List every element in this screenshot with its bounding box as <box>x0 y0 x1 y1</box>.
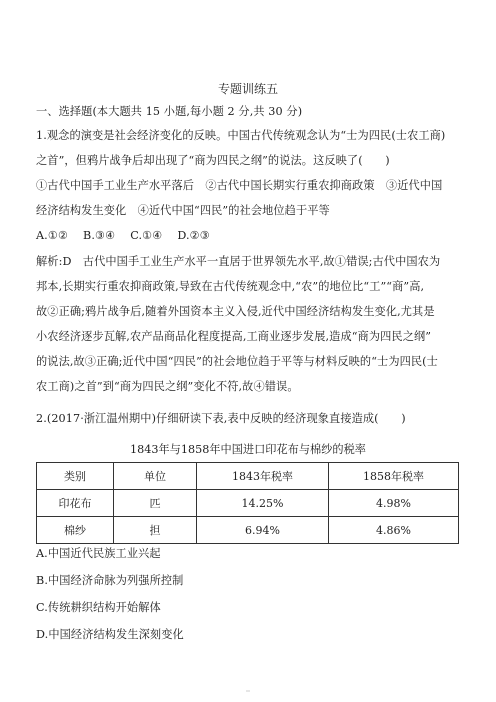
table-cell: 4.98% <box>329 490 459 517</box>
q1-analysis-line: 解析:D 古代中国手工业生产水平一直居于世界领先水平,故①错误;古代中国农为 <box>36 255 441 268</box>
table-cell: 印花布 <box>37 490 114 517</box>
q1-stem-line-2: 之首”，但鸦片战争后却出现了“商为四民之纲”的说法。这反映了( ) <box>36 154 390 167</box>
q2-option-d: D.中国经济结构发生深刻变化 <box>36 628 184 641</box>
header-cell-1858: 1858年税率 <box>329 463 459 490</box>
table-cell: 匹 <box>114 490 197 517</box>
header-cell-unit: 单位 <box>114 463 197 490</box>
q2-stem: 2.(2017·浙江温州期中)仔细研读下表,表中反映的经济现象直接造成( ) <box>36 412 406 425</box>
table-row <box>37 517 459 544</box>
page-title: 专题训练五 <box>217 82 278 96</box>
q1-analysis-line: 的说法,故③正确;近代中国“四民”的社会地位趋于平等与材料反映的“士为四民(士 <box>36 355 438 368</box>
header-cell-1843: 1843年税率 <box>197 463 329 490</box>
page-footer-mark <box>246 690 250 692</box>
table-cell: 14.25% <box>197 490 329 517</box>
q1-analysis-line: 故②正确;鸦片战争后,随着外国资本主义入侵,近代中国经济结构发生变化,尤其是 <box>36 305 435 318</box>
q1-analysis-line: 小农经济逐步瓦解,农产品商品化程度提高,工商业逐步发展,造成“商为四民之纲” <box>36 330 432 343</box>
header-cell-category: 类别 <box>37 463 114 490</box>
section-header: 一、选择题(本大题共 15 小题,每小题 2 分,共 30 分) <box>36 105 303 118</box>
q1-options-line-2: 经济结构发生变化 ④近代中国“四民”的社会地位趋于平等 <box>36 204 330 217</box>
q1-analysis-line: 邦本,长期实行重农抑商政策,导致在古代传统观念中,“农”的地位比“工”“商”高, <box>36 280 425 293</box>
q1-answer-choices: A.①② B.③④ C.①④ D.②③ <box>36 229 210 242</box>
table-header-row <box>37 463 459 490</box>
q2-option-b: B.中国经济命脉为列强所控制 <box>36 574 184 587</box>
table-cell: 4.86% <box>329 517 459 544</box>
q1-analysis-line: 农工商)之首”到“商为四民之纲”变化不符,故④错误。 <box>36 380 299 393</box>
table-cell: 6.94% <box>197 517 329 544</box>
tax-rate-table <box>36 462 459 544</box>
table-caption: 1843年与1858年中国进口印花布与棉纱的税率 <box>130 443 366 456</box>
q2-option-c: C.传统耕织结构开始解体 <box>36 601 161 614</box>
q1-stem-line-1: 1.观念的演变是社会经济变化的反映。中国古代传统观念认为“士为四民(士农工商) <box>36 129 446 142</box>
table-cell: 担 <box>114 517 197 544</box>
q1-options-line-1: ①古代中国手工业生产水平落后 ②古代中国长期实行重农抑商政策 ③近代中国 <box>36 179 443 192</box>
table-cell: 棉纱 <box>37 517 114 544</box>
table-row <box>37 490 459 517</box>
q2-option-a: A.中国近代民族工业兴起 <box>36 547 161 560</box>
